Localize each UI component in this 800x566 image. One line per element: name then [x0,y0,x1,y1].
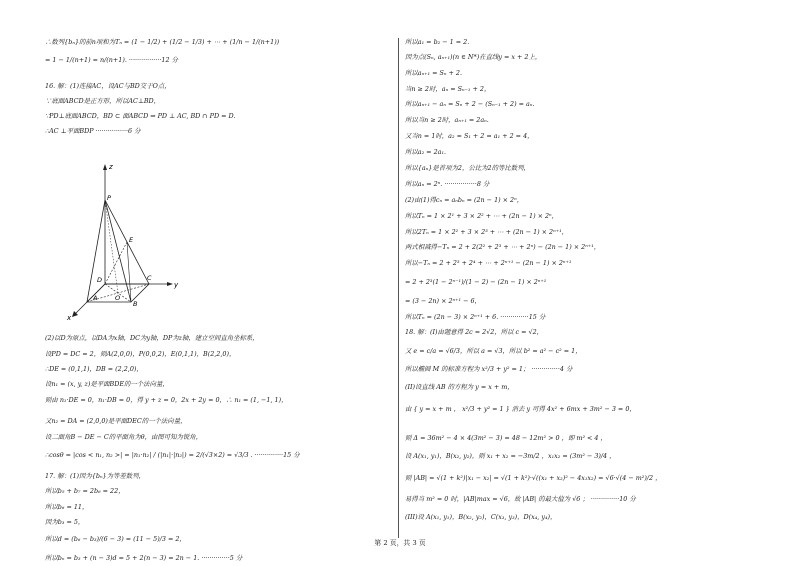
right-line: 所以Tₙ = 1 × 2¹ + 3 × 2² + ⋯ + (2n − 1) × 2ⁿ， [405,212,559,220]
left-line: 设n₁ = (x, y, z)是平面BDE的一个法向量， [45,380,169,388]
left-line: 17. 解：(1)因为{bₙ}为等差数列， [45,472,145,480]
left-line: 设PD = DC = 2，则A(2,0,0)，P(0,0,2)，E(0,1,1)，B(2,2,0)， [45,350,236,358]
right-line: 18. 解：(I)由题意得 2c = 2√2，所以 c = √2， [405,328,544,336]
right-line: 当n ≥ 2时，aₙ = Sₙ₋₁ + 2， [405,85,491,93]
figure-label-p: P [107,194,111,202]
left-line: (2)以D为原点，以DA为x轴，DC为y轴，DP为z轴，建立空间直角坐标系， [45,334,259,342]
coordinate-figure [57,160,187,325]
right-line: 所以a₁ = b₂ − 1 = 2. [405,38,470,46]
left-line: ∴cosθ = |cos < n₁, n₂ >| = |n₁·n₂| / (|n₁|·|n₂|) = 2/(√3×2) = √3/3 . ··············15 分 [45,451,300,459]
right-line: (II)设直线 AB 的方程为 y = x + m， [405,383,514,391]
right-line: (2)由(1)得cₙ = aₙbₙ = (2n − 1) × 2ⁿ， [405,196,524,204]
left-line: 又n₂ = DA = (2,0,0)是平面DEC的一个法向量， [45,417,187,425]
figure-label-z: z [109,163,113,171]
right-line: 所以aₙ₊₁ − aₙ = Sₙ + 2 − (Sₙ₋₁ + 2) = aₙ. [405,100,535,108]
left-line: ∴DE = (0,1,1)，DB = (2,2,0)， [45,365,143,373]
left-line: 所以b₆ = 11， [45,503,89,511]
left-line: ∵底面ABCD是正方形，所以AC⊥BD， [45,97,161,105]
right-line: 则 |AB| = √(1 + k²)|x₁ − x₂| = √(1 + k²)·√((x₁ + x₂)² − 4x₁x₂) = √6·√(4 − m²)/2 ， [405,474,662,482]
figure-label-c: C [147,274,152,282]
right-line: 所以a₂ = 2a₁. [405,148,447,156]
figure-label-a: A [93,294,98,302]
left-line: = 1 − 1/(n+1) = n/(n+1). ················12 分 [45,56,178,64]
figure-label-y: y [174,281,179,289]
left-line: ∴数列{bₙ}的前n项和为Tₙ = (1 − 1/2) + (1/2 − 1/3) + ⋯ + (1/n − 1/(n+1)) [45,38,280,46]
figure-label-b: B [133,300,138,308]
right-line: 所以aₙ₊₁ = Sₙ + 2. [405,69,463,77]
page-footer: 第 2 页，共 3 页 [374,539,426,547]
figure-label-o: O [115,294,121,302]
right-line: 设 A(x₁, y₁)，B(x₂, y₂)，则 x₁ + x₂ = −3m/2 ，x₁x₂ = (3m² − 3)/4 ， [405,452,616,460]
left-line: ∴AC ⊥平面BDP ················6 分 [45,127,141,135]
column-divider [398,38,399,538]
left-line: ∵PD⊥底面ABCD，BD ⊂ 面ABCD ⇒ PD ⊥ AC, BD ∩ PD = D. [45,112,236,120]
right-line: 所以−Tₙ = 2 + 2³ + 2⁴ + ⋯ + 2ⁿ⁺¹ − (2n − 1) × 2ⁿ⁺¹ [405,259,572,267]
left-line: 16. 解：(1)连接AC，设AC与BD交于O点， [45,82,171,90]
right-line: = (3 − 2n) × 2ⁿ⁺¹ − 6， [405,297,481,305]
right-line: = 2 + 2³(1 − 2ⁿ⁻¹)/(1 − 2) − (2n − 1) × 2ⁿ⁺¹ [405,278,547,286]
figure-label-x: x [67,314,72,322]
left-line: 所以b₅ + b₇ = 2b₆ = 22， [45,487,125,495]
figure-label-d: D [97,276,103,284]
right-line: 所以aₙ = 2ⁿ. ················8 分 [405,180,490,188]
right-line: 两式相减得−Tₙ = 2 + 2(2² + 2³ + ⋯ + 2ⁿ) − (2n − 1) × 2ⁿ⁺¹， [405,243,601,251]
right-line: 所以椭圆 M 的标准方程为 x²/3 + y² = 1； ··············4 分 [405,365,573,373]
right-line: 因为点(Sₙ, aₙ₊₁)(n ∈ N*)在直线y = x + 2上， [405,53,542,61]
right-line: 所以2Tₙ = 1 × 2² + 3 × 2³ + ⋯ + (2n − 1) × 2ⁿ⁺¹， [405,228,569,236]
left-line: 因为b₃ = 5， [45,518,85,526]
left-line: 则由 n₁·DE = 0，n₁·DB = 0，得 y + z = 0，2x + 2y = 0，∴ n₁ = (1, −1, 1)， [45,396,288,404]
right-line: 由 { y = x + m ， x²/3 + y² = 1 } 消去 y 可得 4x² + 6mx + 3m² − 3 = 0， [405,405,636,413]
right-line: 所以当n ≥ 2时，aₙ₊₁ = 2aₙ. [405,116,489,124]
left-line: 所以d = (b₆ − b₃)/(6 − 3) = (11 − 5)/3 = 2， [45,535,186,543]
right-line: 又 e = c/a = √6/3，所以 a = √3，所以 b² = a² − c² = 1， [405,347,582,355]
left-line: 设二面角B − DE − C的平面角为θ，由图可知为锐角， [45,433,203,441]
right-line: (III)设 A(x₁, y₁)，B(x₂, y₂)，C(x₃, y₃)，D(x₄, y₄)， [405,513,557,521]
right-line: 所以{aₙ}是首项为2，公比为2的等比数列， [405,164,530,172]
right-line: 所以Tₙ = (2n − 3) × 2ⁿ⁺¹ + 6. ··············15 分 [405,313,546,321]
figure-label-e: E [129,236,134,244]
left-line: 所以bₙ = b₃ + (n − 3)d = 5 + 2(n − 3) = 2n − 1. ··············5 分 [45,554,243,562]
right-line: 易得当 m² = 0 时，|AB|max = √6，故 |AB| 的最大值为 √6 ； ··············10 分 [405,495,636,503]
right-line: 又当n = 1时，a₂ = S₁ + 2 = a₁ + 2 = 4， [405,132,534,140]
right-line: 则 Δ = 36m² − 4 × 4(3m² − 3) = 48 − 12m² > 0 ，即 m² < 4 ， [405,434,607,442]
